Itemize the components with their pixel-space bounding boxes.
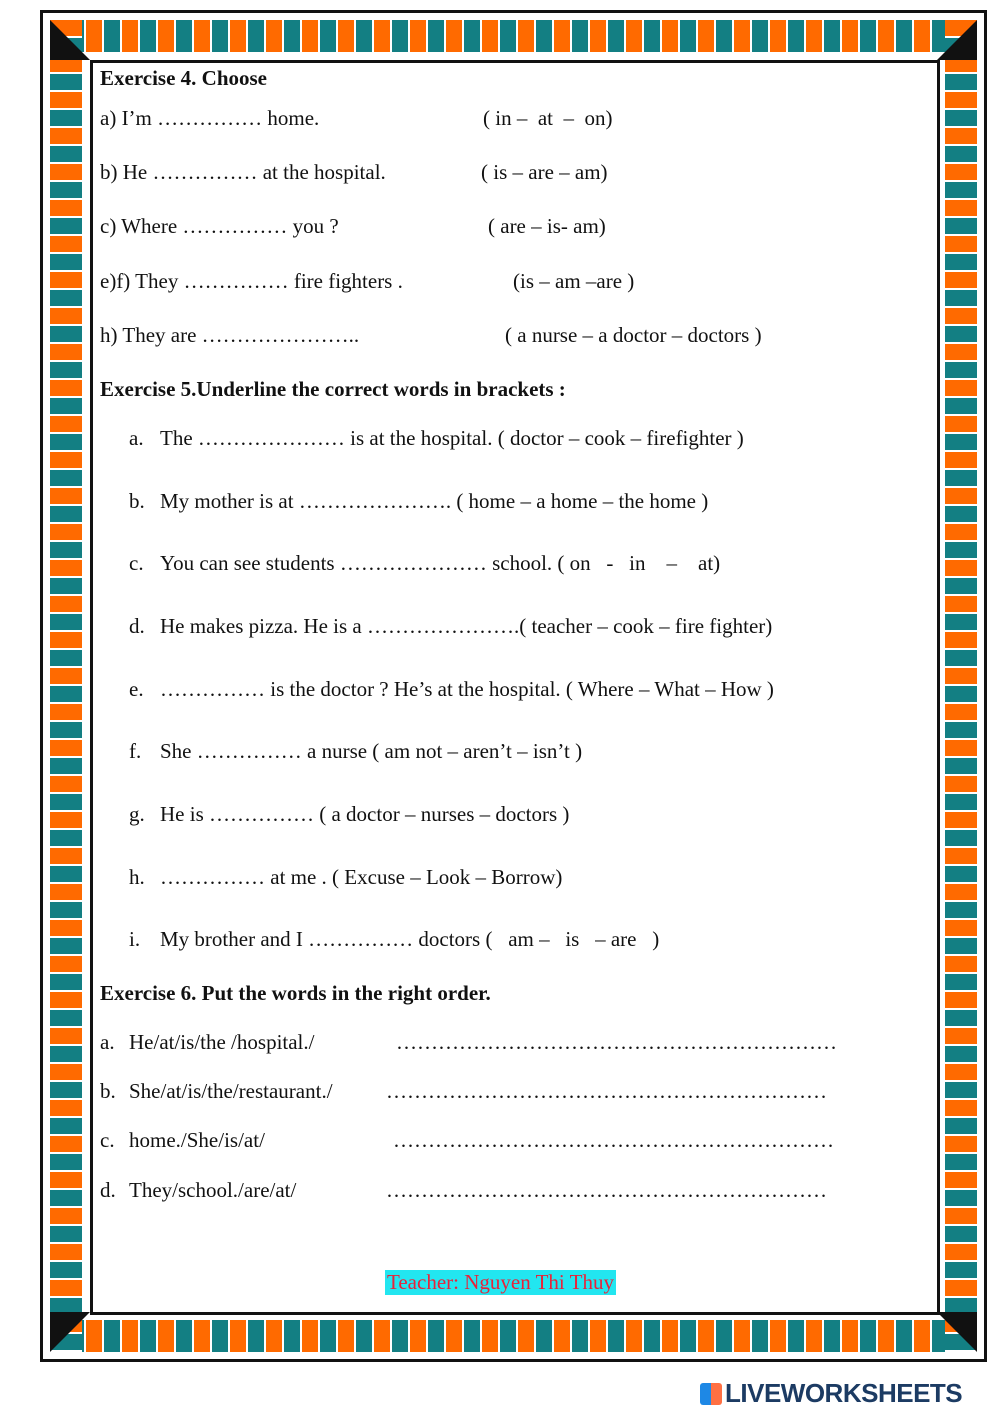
ex5-item-label: a.	[129, 426, 144, 450]
ex6-scrambled-words: She/at/is/the/restaurant./	[129, 1079, 333, 1103]
ex6-item-label: b.	[100, 1079, 116, 1103]
ex6-scrambled-words: home./She/is/at/	[129, 1128, 265, 1152]
ex4-question: a) I’m …………… home.	[100, 106, 320, 130]
ex5-item-text: The ………………… is at the hospital. ( doctor – cook – firefighter )	[160, 426, 744, 450]
ex6-answer-blank: ………………………………………………………	[396, 1030, 837, 1054]
ex6-scrambled-words: He/at/is/the /hospital./	[129, 1030, 315, 1054]
ex4-options: ( a nurse – a doctor – doctors )	[505, 323, 762, 347]
ex4-options: ( in – at – on)	[483, 106, 613, 130]
ex5-item-text: …………… is the doctor ? He’s at the hospital. ( Where – What – How )	[160, 677, 774, 701]
ex6-item-label: d.	[100, 1178, 116, 1202]
border-left	[50, 20, 82, 1352]
ex6-answer-blank: ………………………………………………………	[386, 1079, 827, 1103]
liveworksheets-logo	[700, 1378, 962, 1409]
ex5-item-text: He is …………… ( a doctor – nurses – doctors )	[160, 802, 570, 826]
ex5-item-label: c.	[129, 551, 144, 575]
ex4-options: ( is – are – am)	[481, 160, 608, 184]
ex6-answer-blank: ………………………………………………………	[393, 1128, 834, 1152]
ex4-options: (is – am –are )	[513, 269, 635, 293]
ex5-item-text: He makes pizza. He is a ………………….( teacher – cook – fire fighter)	[160, 614, 773, 638]
ex6-answer-blank: ………………………………………………………	[386, 1178, 827, 1202]
ex4-question: c) Where …………… you ?	[100, 214, 339, 238]
liveworksheets-logo-icon	[700, 1383, 722, 1405]
border-bottom	[50, 1320, 977, 1352]
border-top	[50, 20, 977, 52]
logo-text: LIVEWORKSHEETS	[725, 1378, 963, 1408]
ex5-item-text: My brother and I …………… doctors ( am – is – are )	[160, 927, 660, 951]
ex4-options: ( are – is- am)	[488, 214, 606, 238]
ex5-item-label: g.	[129, 802, 145, 826]
ex5-item-text: She …………… a nurse ( am not – aren’t – isn’t )	[160, 739, 583, 763]
ex5-item-label: b.	[129, 489, 145, 513]
ex6-scrambled-words: They/school./are/at/	[129, 1178, 297, 1202]
ex6-item-label: c.	[100, 1128, 115, 1152]
ex5-item-text: …………… at me . ( Excuse – Look – Borrow)	[160, 865, 563, 889]
exercise-4-heading: Exercise 4. Choose	[100, 66, 268, 90]
ex5-item-label: e.	[129, 677, 144, 701]
ex5-item-text: You can see students ………………… school. ( on - in – at)	[160, 551, 721, 575]
ex6-item-label: a.	[100, 1030, 115, 1054]
exercise-5-heading: Exercise 5.Underline the correct words in brackets :	[100, 377, 566, 401]
border-right	[945, 20, 977, 1352]
exercise-6-heading: Exercise 6. Put the words in the right order.	[100, 981, 491, 1005]
ex5-item-label: h.	[129, 865, 145, 889]
teacher-credit: Teacher: Nguyen Thi Thuy	[387, 1270, 614, 1294]
ex5-item-label: f.	[129, 739, 142, 763]
ex4-question: b) He …………… at the hospital.	[100, 160, 386, 184]
ex4-question: e)f) They …………… fire fighters .	[100, 269, 403, 293]
ex5-item-label: d.	[129, 614, 145, 638]
ex5-item-text: My mother is at …………………. ( home – a home – the home )	[160, 489, 709, 513]
ex5-item-label: i.	[129, 927, 141, 951]
ex4-question: h) They are …………………..	[100, 323, 360, 347]
